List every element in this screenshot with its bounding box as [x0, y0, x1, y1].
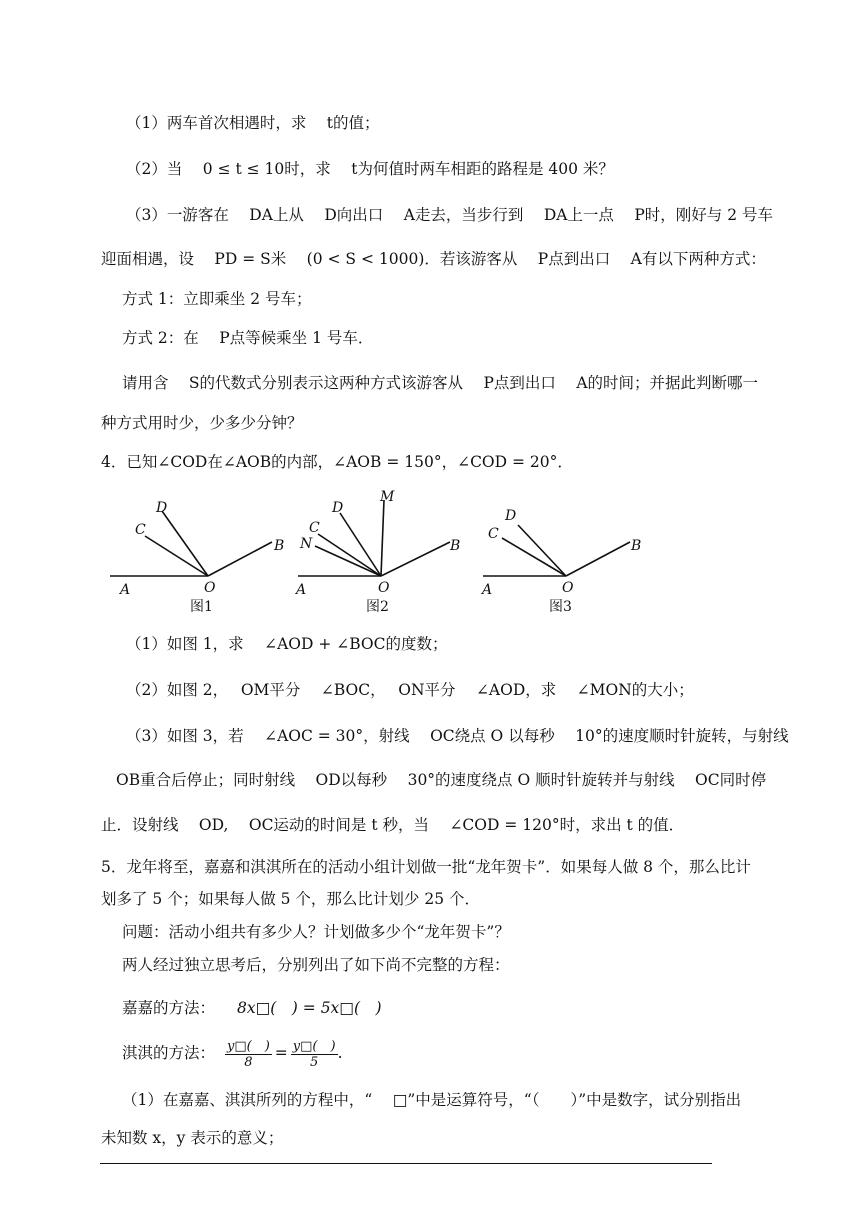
fig2-label-M: M	[380, 489, 395, 505]
fig2-caption: 图2	[366, 599, 389, 615]
fig2-label-A: A	[296, 582, 307, 598]
q3-way2: 方式 2：在 P点等候乘坐 1 号车．	[122, 329, 374, 347]
fig2-label-D: D	[332, 500, 344, 516]
fig1-ray-OD	[162, 511, 208, 576]
fig3-caption: 图3	[549, 599, 572, 615]
qiqi-fraction-left	[225, 1039, 272, 1070]
fig3-ray-OC	[502, 538, 566, 576]
q5-stem-line2: 划多了 5 个；如果每人做 5 个，那么比计划少 25 个．	[101, 890, 481, 908]
q3-way1: 方式 1：立即乘坐 2 号车；	[122, 290, 312, 308]
q5-part1-line1: （1）在嘉嘉、淇淇所列的方程中，“ □”中是运算符号，“（ ）”中是数字，试分别指出	[122, 1091, 742, 1109]
q3-ask-line2: 种方式用时少，少多少分钟？	[101, 414, 303, 432]
fig2-label-O: O	[378, 580, 390, 596]
qiqi-numerator-right: y□( )	[292, 1038, 336, 1054]
fig1-label-D: D	[156, 500, 168, 516]
fig3-label-D: D	[505, 508, 517, 524]
q5-stem-line1: 5．龙年将至，嘉嘉和淇淇所在的活动小组计划做一批“龙年贺卡”．如果每人做 8 个，那么比计	[101, 858, 751, 876]
footer-rule	[100, 1163, 712, 1164]
fig1-caption: 图1	[190, 599, 213, 615]
jiajia-label: 嘉嘉的方法：	[122, 999, 216, 1017]
q4-figures	[110, 488, 670, 618]
fig3-label-B: B	[631, 538, 642, 554]
fig2-label-N: N	[300, 536, 313, 552]
q4-stem: 4．已知∠COD在∠AOB的内部，∠AOB = 150°，∠COD = 20°．	[101, 453, 573, 471]
fig3-label-O: O	[562, 580, 574, 596]
fig1-ray-OC	[145, 536, 208, 576]
q5-intro: 两人经过独立思考后，分别列出了如下尚不完整的方程：	[122, 956, 510, 974]
fig3-ray-OB	[566, 542, 630, 576]
qiqi-denominator-left: 8	[244, 1054, 253, 1070]
angle-diagrams	[110, 488, 670, 618]
fig3-ray-OD	[518, 525, 566, 576]
q4-part3-line2: OB重合后停止；同时射线 OD以每秒 30°的速度绕点 O 顺时针旋转并与射线 OC同时停	[116, 771, 767, 789]
q4-part3-line1: （3）如图 3，若 ∠AOC = 30°，射线 OC绕点 O 以每秒 10°的速度顺时针旋转，与射线	[126, 727, 789, 745]
qiqi-equals: =	[274, 1044, 288, 1062]
q4-part1: （1）如图 1，求 ∠AOD + ∠BOC的度数；	[126, 635, 448, 653]
qiqi-numerator-left: y□( )	[227, 1038, 270, 1054]
fig3-label-A: A	[482, 582, 493, 598]
q3-part3-line1: （3）一游客在 DA上从 D向出口 A走去，当步行到 DA上一点 P时，刚好与 2 号车	[126, 206, 774, 224]
fig1-label-B: B	[274, 538, 285, 554]
fig2-ray-OC	[318, 534, 381, 576]
fig2-ray-OM	[381, 500, 384, 576]
q5-question: 问题：活动小组共有多少人？计划做多少个“龙年贺卡”？	[122, 923, 510, 941]
q5-qiqi-method	[122, 1036, 343, 1070]
q3-part1: （1）两车首次相遇时，求 t的值；	[126, 114, 380, 132]
fig1-label-C: C	[135, 522, 146, 538]
q3-part3-line2: 迎面相遇，设 PD = S米 (0 < S < 1000)．若该游客从 P点到出口 A有以下两种方式：	[101, 250, 766, 268]
fig2-label-B: B	[450, 538, 461, 554]
fig1-label-O: O	[204, 580, 216, 596]
q3-ask-line1: 请用含 S的代数式分别表示这两种方式该游客从 P点到出口 A的时间；并据此判断哪一	[122, 374, 759, 392]
qiqi-denominator-right: 5	[310, 1054, 319, 1070]
fig3-label-C: C	[488, 526, 499, 542]
jiajia-equation: 8x□( ) = 5x□( )	[237, 999, 382, 1017]
fig1-label-A: A	[120, 582, 131, 598]
q5-jiajia-method	[122, 998, 382, 1018]
q5-part1-line2: 未知数 x，y 表示的意义；	[101, 1129, 284, 1147]
qiqi-label: 淇淇的方法：	[122, 1044, 216, 1062]
fig2-ray-OB	[381, 542, 450, 576]
qiqi-fraction-right	[291, 1039, 338, 1070]
fig2-label-C: C	[309, 520, 320, 536]
q4-part2: （2）如图 2， OM平分 ∠BOC， ON平分 ∠AOD，求 ∠MON的大小；	[126, 681, 694, 699]
fig1-ray-OB	[208, 542, 272, 576]
qiqi-period: .	[337, 1044, 343, 1062]
q4-part3-line3: 止．设射线 OD, OC运动的时间是 t 秒，当 ∠COD = 120°时，求出 t 的值．	[101, 816, 685, 834]
q3-part2: （2）当 0 ≤ t ≤ 10时，求 t为何值时两车相距的路程是 400 米？	[126, 160, 614, 178]
